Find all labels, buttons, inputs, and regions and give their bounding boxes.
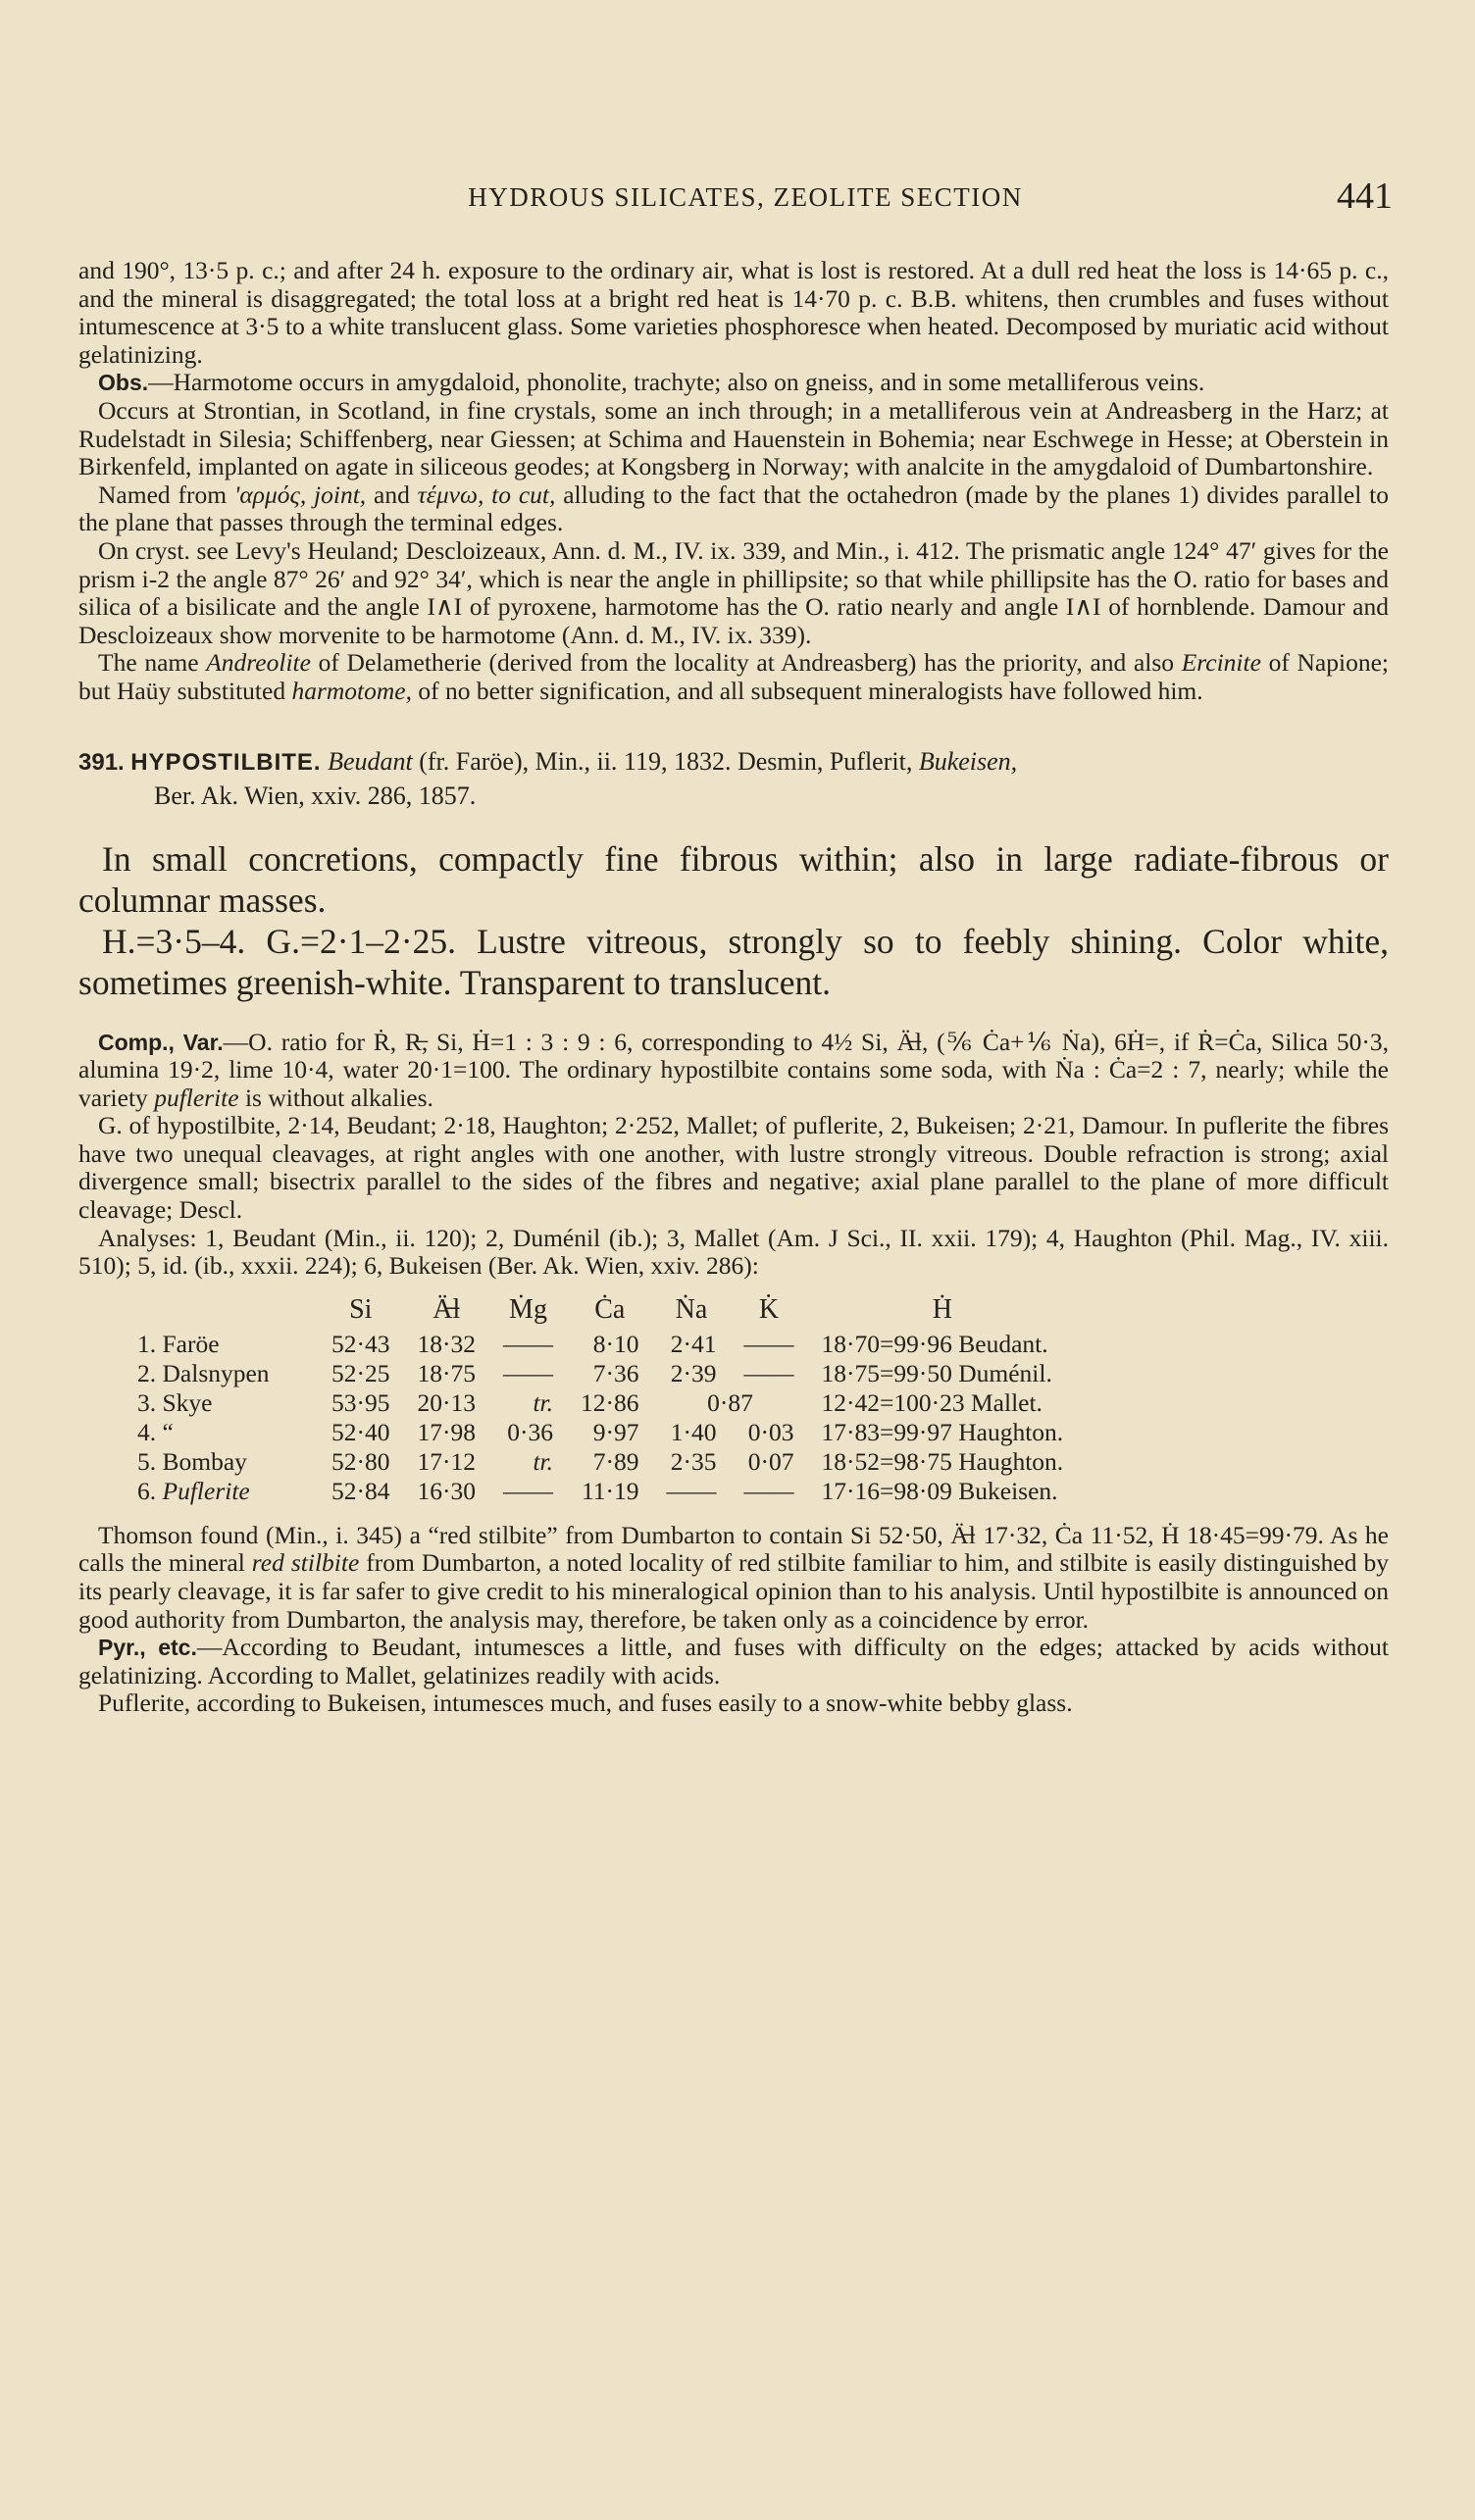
col-header: Si [349,1293,373,1325]
cell-ca: 8·10 [592,1329,639,1358]
section-gap [78,706,1389,745]
etymology-text-c: alluding to the fact that the octahedron (made by the planes 1) divides parallel to the plane that passes through the terminal edges. [78,479,1389,537]
cell-locality: 6. Puflerite [137,1476,250,1505]
greek-word-joint: 'αρμός, joint, [233,479,367,509]
cell-al: 18·32 [417,1329,476,1358]
name-andreolite: Andreolite [206,648,311,678]
running-title: HYDROUS SILICATES, ZEOLITE SECTION [468,182,1023,212]
cell-al: 16·30 [417,1476,476,1505]
page-body [78,257,1389,1718]
cell-k: 0·03 [747,1417,794,1446]
cell-h-total: 12·42=100·23 Mallet. [821,1387,1043,1417]
cell-al: 17·12 [417,1446,476,1476]
cell-k: 0·07 [747,1446,794,1476]
pyr-text: —According to Beudant, intumesces a little, and fuses with difficulty on the edges; attacked by acids without gelatinizing. According to Mallet, gelatinizes readily with acids. [78,1633,1389,1689]
cell-mg: —— [503,1358,553,1387]
puflerite-label: Puflerite [162,1476,250,1505]
species-reference-cont: Ber. Ak. Wien, xxiv. 286, 1857. [154,781,477,810]
cell-k: —— [743,1329,794,1358]
trace-mark: tr. [533,1387,553,1417]
cell-al: 17·98 [417,1417,476,1446]
cell-h-total: 17·16=98·09 Bukeisen. [821,1476,1058,1505]
thomson-text-a: Thomson found (Min., i. 345) a “red stilbite” from Dumbarton to contain Si 52·50, Ä̶l 17·32, Ċa 11·52, Ḣ 18·45=99·79. As he calls the mineral [78,1520,1389,1578]
harmotome-localities-paragraph: Occurs at Strontian, in Scotland, in fine crystals, some an inch through; in a metalliferous vein at Andreasberg in the Harz; at Rudelstadt in Silesia; Schiffenberg, near Giessen; at Schima and Hauenstein in Bohemia; near Eschwege in Hesse; at Oberstein in Birkenfeld, implanted on agate in siliceous geodes; at Kongsberg in Norway; with analcite in the amygdaloid of Dumbartonshire. [78,395,1389,481]
species-author: Beudant [328,746,413,776]
cell-na: 1·40 [670,1417,717,1446]
cell-k: —— [743,1476,794,1505]
table-row [137,1447,1077,1477]
cell-si: 53·95 [331,1387,390,1417]
page-number: 441 [1337,176,1393,217]
col-header: Ḣ [932,1293,952,1325]
etymology-text-a: Named from [98,479,234,509]
col-header: Ċa [594,1293,626,1325]
col-header [137,1294,318,1330]
table-row [137,1388,1077,1418]
running-head [98,175,1393,217]
col-header: Ṁg [509,1293,547,1325]
species-heading [78,745,1389,780]
etymology-text-b: and [366,479,418,509]
table-row [137,1477,1077,1506]
cell-locality: 1. Faröe [137,1329,220,1358]
comp-text-a: —O. ratio for Ṙ, R̶, Si, Ḣ=1 : 3 : 9 : 6, corresponding to 4½ Si, Ä̶l, (⅚ Ċa+⅙ Ṅa), 6Ḣ=, if Ṙ=Ċa, Silica 50·3, alumina 19·2, lime 10·4, water 20·1=100. The ordinary hypostilbite contains some soda, with Ṅa : Ċa=2 : 7, nearly; while the variety [78,1027,1389,1112]
cell-na: 2·35 [670,1446,717,1476]
species-description-physical: H.=3·5–4. G.=2·1–2·25. Lustre vitreous, strongly so to feebly shining. Color white, sometimes greenish-white. Transparent to translucent. [78,921,1389,1002]
table-row [137,1418,1077,1447]
cell-na-k-combined: 0·87 [707,1387,753,1417]
naming-text-a: The name [98,648,207,678]
comp-text-b: is without alkalies. [238,1083,433,1112]
section-gap-3 [78,1003,1389,1029]
cell-si: 52·80 [331,1446,390,1476]
cell-locality: 5. Bombay [137,1446,247,1476]
naming-text-c: of Napione; but Haüy substituted [78,648,1389,705]
analyses-paragraph: Analyses: 1, Beudant (Min., ii. 120); 2, Duménil (ib.); 3, Mallet (Am. J Sci., II. xxii. 179); 4, Haughton (Phil. Mag., IV. xiii. 510); 5, id. (ib., xxxii. 224); 6, Bukeisen (Ber. Ak. Wien, xxiv. 286): [78,1223,1389,1281]
cell-si: 52·40 [331,1417,390,1446]
gravity-paragraph: G. of hypostilbite, 2·14, Beudant; 2·18, Haughton; 2·252, Mallet; of puflerite, 2, Bukeisen; 2·21, Damour. In puflerite the fibres have two unequal cleavages, at right angles with one another, with lustre strongly vitreous. Double refraction is strong; axial divergence small; bisectrix parallel to the sides of the fibres and negative; axial plane parallel to the plane of more difficult cleavage; Descl. [78,1111,1389,1225]
species-number: 391. [78,748,125,776]
cell-si: 52·84 [331,1476,390,1505]
naming-text-b: of Delametherie (derived from the locality at Andreasberg) has the priority, and also [310,648,1182,678]
analysis-table [137,1294,1077,1506]
harmotome-obs-paragraph [78,369,1389,397]
harmotome-naming-paragraph [78,649,1389,705]
cell-locality: 3. Skye [137,1387,213,1417]
analysis-header-row [137,1294,1077,1330]
cell-si: 52·25 [331,1358,390,1387]
species-reference: (fr. Faröe), Min., ii. 119, 1832. Desmin, Puflerit, [412,746,919,776]
species-author-2: Bukeisen, [918,746,1018,776]
col-header: Ṅa [675,1293,708,1325]
cell-na: 2·39 [670,1358,717,1387]
section-gap-2 [78,813,1389,838]
cell-h-total: 18·70=99·96 Beudant. [821,1329,1048,1358]
col-header: Ä̶l [432,1293,461,1325]
cell-ca: 12·86 [581,1387,639,1417]
cell-mg: —— [503,1476,553,1505]
comp-puflerite: puflerite [154,1083,239,1112]
cell-locality: 4. “ [137,1417,174,1446]
thomson-red-stilbite: red stilbite [251,1548,360,1578]
cell-ca: 9·97 [592,1417,639,1446]
col-header: K̇ [758,1293,780,1325]
comp-label: Comp., Var. [98,1029,224,1055]
table-row [137,1359,1077,1388]
cell-k: —— [743,1358,794,1387]
puflerite-paragraph: Puflerite, according to Bukeisen, intumesces much, and fuses easily to a snow-white bebby glass. [98,1688,1073,1718]
harmotome-crystallography-paragraph: On cryst. see Levy's Heuland; Descloizeaux, Ann. d. M., IV. ix. 339, and Min., i. 412. The prismatic angle 124° 47′ gives for the prism i-2 the angle 87° 26′ and 92° 34′, which is near the angle in phillipsite; so that while phillipsite has the O. ratio for bases and silica of a bisilicate and the angle I∧I of pyroxene, harmotome has the O. ratio nearly and angle I∧I of hornblende. Damour and Descloizeaux show morvenite to be harmotome (Ann. d. M., IV. ix. 339). [78,535,1389,649]
cell-al: 18·75 [417,1358,476,1387]
cell-h-total: 18·52=98·75 Haughton. [821,1446,1064,1476]
pyr-paragraph [78,1634,1389,1689]
table-row [137,1330,1077,1359]
thomson-text-b: from Dumbarton, a noted locality of red stilbite familiar to him, and stilbite is easily distinguished by its pearly cleavage, it is far safer to give credit to his mineralogical opinion than to his analysis. Until hypostilbite is announced on good authority from Dumbarton, the analysis may, therefore, be taken only as a coincidence by error. [78,1548,1389,1634]
composition-paragraph [78,1029,1389,1113]
cell-si: 52·43 [331,1329,390,1358]
cell-ca: 11·19 [581,1476,639,1505]
cell-h-total: 17·83=99·97 Haughton. [821,1417,1064,1446]
harmotome-etymology-paragraph [78,481,1389,537]
cell-ca: 7·89 [592,1446,639,1476]
naming-text-d: of no better signification, and all subsequent mineralogists have followed him. [412,676,1203,705]
cell-na: 2·41 [670,1329,717,1358]
cell-mg: 0·36 [507,1417,553,1446]
cell-mg: —— [503,1329,553,1358]
harmotome-pyro-paragraph: and 190°, 13·5 p. c.; and after 24 h. exposure to the ordinary air, what is lost is restored. At a dull red heat the loss is 14·65 p. c., and the mineral is disaggregated; the total loss at a bright red heat is 14·70 p. c. B.B. whitens, then crumbles and fuses without intumescence at 3·5 to a white translucent glass. Some varieties phosphoresce when heated. Decomposed by muriatic acid without gelatinizing. [78,256,1389,369]
obs-label: Obs. [98,370,149,396]
thomson-paragraph [78,1522,1389,1634]
species-name: HYPOSTILBITE. [130,748,322,776]
cell-mg [489,1388,567,1418]
obs-text: —Harmotome occurs in amygdaloid, phonolite, trachyte; also on gneiss, and in some metalliferous veins. [148,368,1205,397]
name-ercinite: Ercinite [1181,648,1261,678]
cell-locality: 2. Dalsnypen [137,1358,270,1387]
cell-al: 20·13 [417,1387,476,1417]
cell-na: —— [666,1476,717,1505]
pyr-label: Pyr., etc. [98,1635,197,1661]
cell-mg [489,1447,567,1477]
cell-h-total: 18·75=99·50 Duménil. [821,1358,1052,1387]
greek-word-cut: τέμνω, to cut, [417,479,556,509]
trace-mark: tr. [533,1446,553,1476]
cell-ca: 7·36 [592,1358,639,1387]
species-description-form: In small concretions, compactly fine fibrous within; also in large radiate-fibrous or columnar masses. [78,838,1389,920]
name-harmotome: harmotome, [291,676,412,705]
